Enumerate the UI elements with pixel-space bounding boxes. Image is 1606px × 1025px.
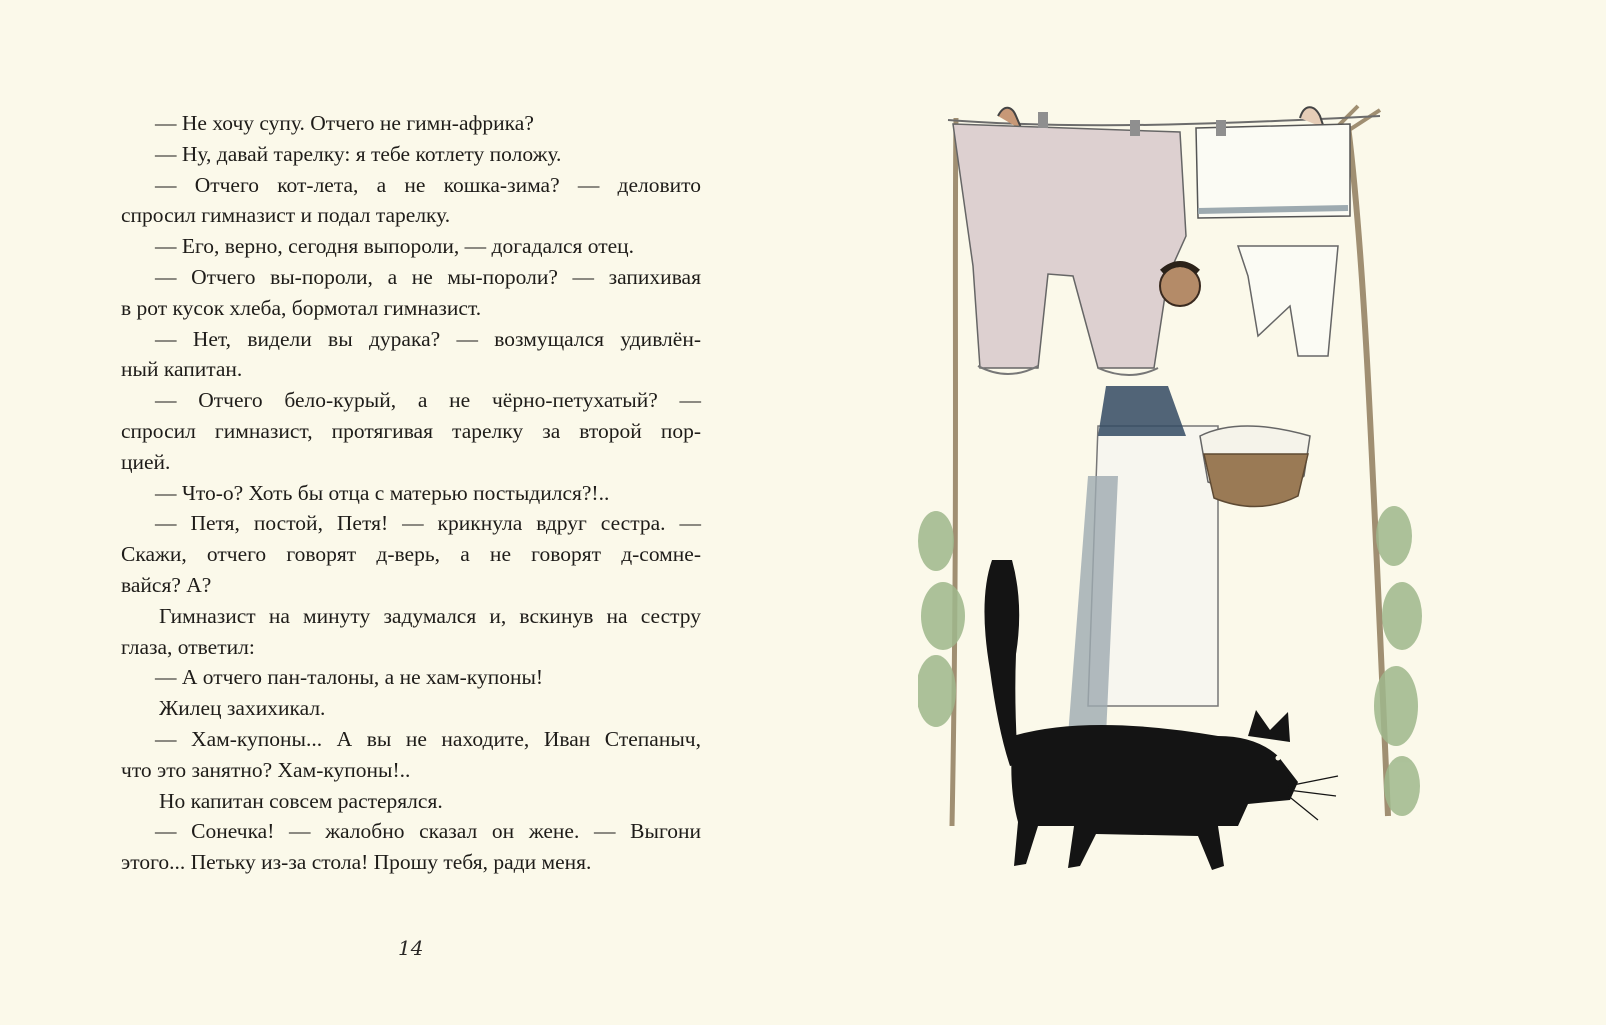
clothespin <box>1130 120 1140 136</box>
page-text <box>121 108 701 878</box>
text-line: — Ну, давай тарелку: я тебе котлету положу. <box>155 141 562 166</box>
cat-eye <box>1276 756 1281 761</box>
text-line: Гимназист на минуту задумался и, вскинув на сестру <box>159 603 701 628</box>
hanging-towel <box>1196 124 1350 218</box>
text-line: спросил гимназист, протягивая тарелку за второй пор- <box>121 418 701 443</box>
text-line: ный капитан. <box>121 357 243 382</box>
text-line: — Сонечка! — жалобно сказал он жене. — Выгони <box>155 819 701 844</box>
text-line: Скажи, отчего говорят д-верь, а не говорят д-сомне- <box>121 542 701 567</box>
text-line: глаза, ответил: <box>121 634 255 659</box>
left-greenery <box>918 511 965 727</box>
text-line: — Что-о? Хоть бы отца с матерью постыдился?!.. <box>155 480 610 505</box>
text-line: в рот кусок хлеба, бормотал гимназист. <box>121 295 482 320</box>
text-line: цией. <box>121 449 171 474</box>
text-line: Но капитан совсем растерялся. <box>159 788 443 813</box>
hanging-shirt <box>1238 246 1338 356</box>
text-line: — Не хочу супу. Отчего не гимн-африка? <box>155 111 534 135</box>
text-line: — Отчего бело-курый, а не чёрно-петухатый? — <box>155 388 701 413</box>
woman-bodice <box>1098 386 1186 436</box>
text-line: — Его, верно, сегодня выпороли, — догадался отец. <box>155 234 635 259</box>
text-line: спросил гимназист и подал тарелку. <box>121 203 451 228</box>
clothespin <box>1038 112 1048 128</box>
left-pole <box>952 118 956 826</box>
text-line: — А отчего пан-талоны, а не хам-купоны! <box>155 665 544 690</box>
text-line: Жилец захихикал. <box>159 696 326 721</box>
page-number: 14 <box>398 936 424 960</box>
text-line: вайся? А? <box>121 572 212 597</box>
illustration <box>918 96 1428 906</box>
text-line: этого... Петьку из-за стола! Прошу тебя, ради меня. <box>121 850 592 875</box>
clothespin <box>1216 120 1226 136</box>
text-line: — Хам-купоны... А вы не находите, Иван Степаныч, <box>155 726 701 751</box>
laundry-cat-illustration <box>918 96 1428 906</box>
text-line: что это занятно? Хам-купоны!.. <box>121 757 411 782</box>
text-line: — Нет, видели вы дурака? — возмущался удивлён- <box>155 326 701 351</box>
basket <box>1204 454 1308 507</box>
text-line: — Отчего вы-пороли, а не мы-пороли? — запихивая <box>155 264 701 289</box>
text-line: — Петя, постой, Петя! — крикнула вдруг сестра. — <box>155 511 701 536</box>
hanging-pants <box>953 124 1186 368</box>
text-line: — Отчего кот-лета, а не кошка-зима? — деловито <box>155 172 701 197</box>
